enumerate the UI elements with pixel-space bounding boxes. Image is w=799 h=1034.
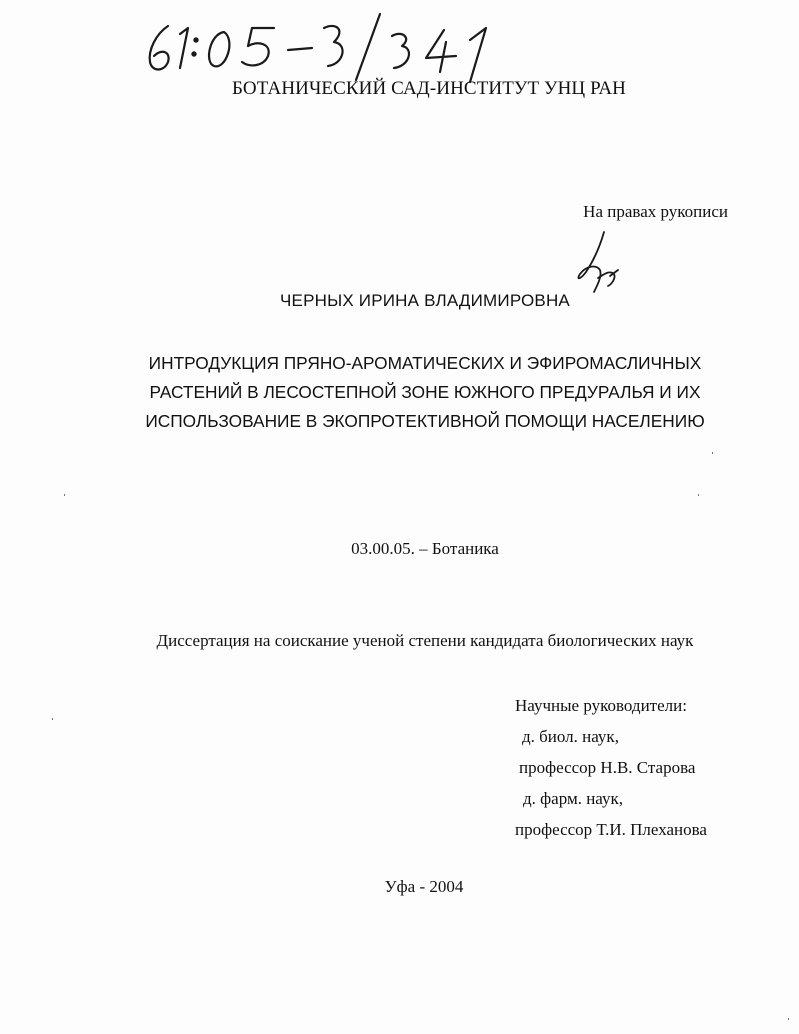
title-line: ИНТРОДУКЦИЯ ПРЯНО-АРОМАТИЧЕСКИХ И ЭФИРОМАСЛИЧНЫХ xyxy=(148,353,702,373)
supervisor-line: д. биол. наук, xyxy=(522,727,619,746)
supervisor-line: профессор Т.И. Плеханова xyxy=(515,820,707,839)
scan-speck xyxy=(64,494,65,496)
handwritten-archive-number xyxy=(140,6,520,86)
specialty-code: 03.00.05. – Ботаника xyxy=(351,539,499,558)
dissertation-title xyxy=(120,349,730,436)
title-line: ИСПОЛЬЗОВАНИЕ В ЭКОПРОТЕКТИВНОЙ ПОМОЩИ НАСЕЛЕНИЮ xyxy=(145,411,705,431)
supervisor-line: профессор Н.В. Старова xyxy=(519,758,696,777)
supervisors-block xyxy=(509,690,707,845)
supervisors-heading: Научные руководители: xyxy=(515,696,687,715)
title-line: РАСТЕНИЙ В ЛЕСОСТЕПНОЙ ЗОНЕ ЮЖНОГО ПРЕДУРАЛЬЯ И ИХ xyxy=(149,382,701,402)
scan-speck xyxy=(698,494,699,496)
city-year: Уфа - 2004 xyxy=(384,877,464,896)
dissertation-degree-line: Диссертация на соискание ученой степени кандидата биологических наук xyxy=(156,631,694,650)
scan-speck xyxy=(712,452,713,454)
handwritten-signature xyxy=(572,230,632,300)
scan-speck xyxy=(788,1018,789,1020)
author-name: ЧЕРНЫХ ИРИНА ВЛАДИМИРОВНА xyxy=(280,291,570,310)
institute-name: БОТАНИЧЕСКИЙ САД-ИНСТИТУТ УНЦ РАН xyxy=(232,78,626,99)
supervisor-line: д. фарм. наук, xyxy=(523,789,623,808)
scan-speck xyxy=(52,718,53,720)
manuscript-rights-label: На правах рукописи xyxy=(583,202,728,221)
